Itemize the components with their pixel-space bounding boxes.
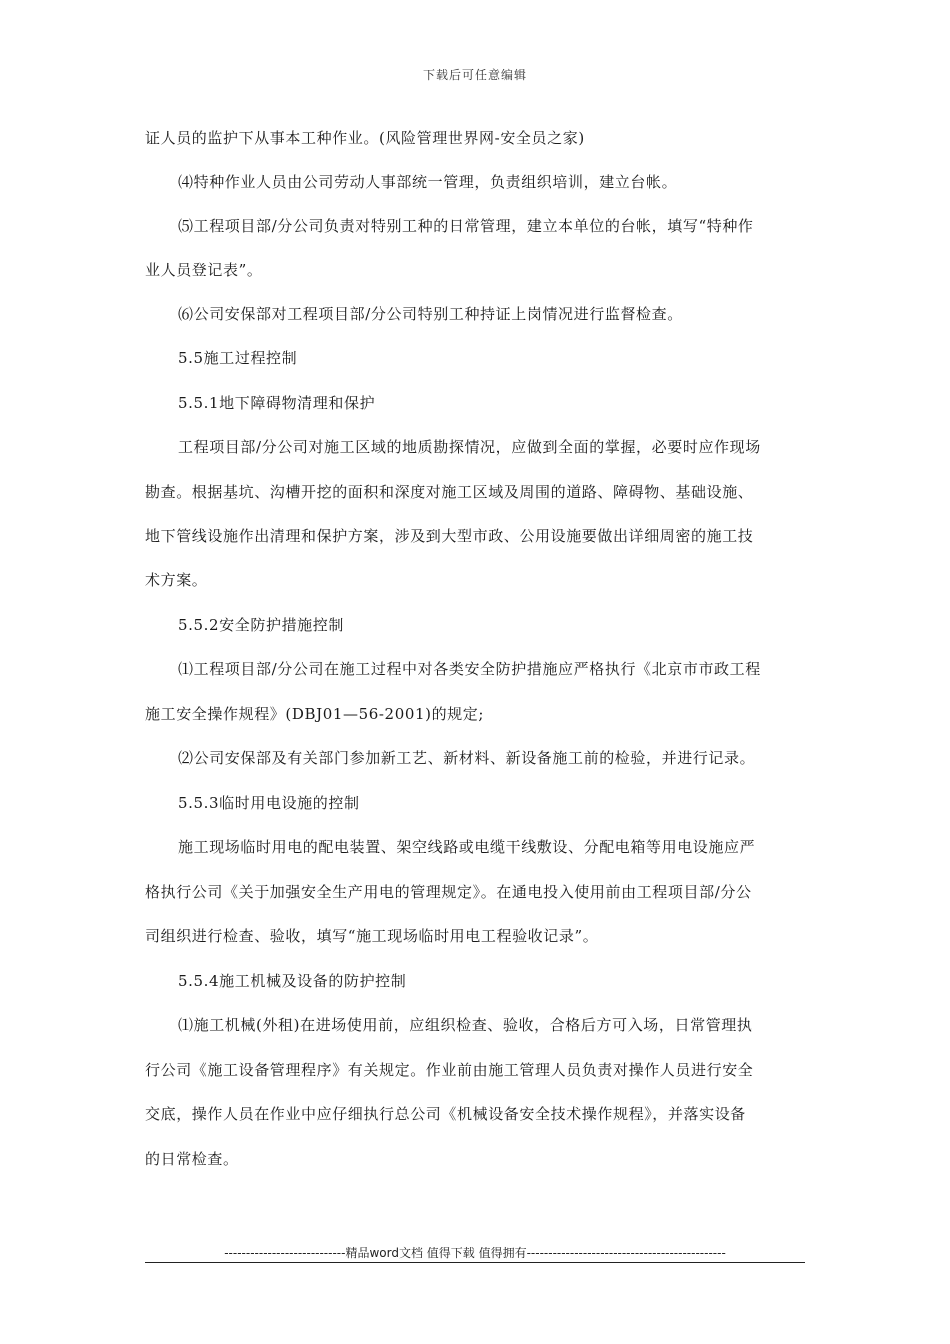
footer-divider xyxy=(145,1262,805,1263)
text-line-15: ⑵公司安保部及有关部门参加新工艺、新材料、新设备施工前的检验，并进行记录。 xyxy=(178,749,756,767)
text-line-4: 业人员登记表”。 xyxy=(145,261,263,279)
page-footer: ----------------------------精品word文档 值得下载 值得拥有---------------------------------------------- xyxy=(224,1246,726,1260)
text-line-17: 施工现场临时用电的配电装置、架空线路或电缆干线敷设、分配电箱等用电设施应严 xyxy=(178,838,756,856)
text-line-1: 证人员的监护下从事本工种作业。(风险管理世界网-安全员之家) xyxy=(145,129,585,147)
text-line-10: 地下管线设施作出清理和保护方案，涉及到大型市政、公用设施要做出详细周密的施工技 xyxy=(145,527,754,545)
text-line-11: 术方案。 xyxy=(145,571,208,589)
text-line-19: 司组织进行检查、验收，填写“施工现场临时用电工程验收记录”。 xyxy=(145,927,599,945)
text-line-22: 行公司《施工设备管理程序》有关规定。作业前由施工管理人员负责对操作人员进行安全 xyxy=(145,1061,754,1079)
text-line-21: ⑴施工机械(外租)在进场使用前，应组织检查、验收，合格后方可入场，日常管理执 xyxy=(178,1016,753,1034)
section-heading-5-5-3: 5.5.3临时用电设施的控制 xyxy=(178,794,360,812)
section-heading-5-5-1: 5.5.1地下障碍物清理和保护 xyxy=(178,394,376,412)
section-heading-5-5-4: 5.5.4施工机械及设备的防护控制 xyxy=(178,972,407,990)
text-line-18: 格执行公司《关于加强安全生产用电的管理规定》。在通电投入使用前由工程项目部/分公 xyxy=(145,883,752,901)
section-heading-5-5: 5.5施工过程控制 xyxy=(178,349,298,367)
text-line-8: 工程项目部/分公司对施工区域的地质勘探情况，应做到全面的掌握，必要时应作现场 xyxy=(178,438,761,456)
section-heading-5-5-2: 5.5.2安全防护措施控制 xyxy=(178,616,344,634)
text-line-23: 交底，操作人员在作业中应仔细执行总公司《机械设备安全技术操作规程》，并落实设备 xyxy=(145,1105,746,1123)
text-line-13: ⑴工程项目部/分公司在施工过程中对各类安全防护措施应严格执行《北京市市政工程 xyxy=(178,660,761,678)
text-line-14: 施工安全操作规程》(DBJ01—56-2001)的规定; xyxy=(145,705,485,723)
text-line-2: ⑷特种作业人员由公司劳动人事部统一管理，负责组织培训，建立台帐。 xyxy=(178,173,678,191)
text-line-5: ⑹公司安保部对工程项目部/分公司特别工种持证上岗情况进行监督检查。 xyxy=(178,305,683,323)
text-line-3: ⑸工程项目部/分公司负责对特别工种的日常管理，建立本单位的台帐，填写“特种作 xyxy=(178,217,754,235)
page-header: 下载后可任意编辑 xyxy=(422,68,527,82)
text-line-24: 的日常检查。 xyxy=(145,1150,239,1168)
text-line-9: 勘查。根据基坑、沟槽开挖的面积和深度对施工区域及周围的道路、障碍物、基础设施、 xyxy=(145,483,754,501)
